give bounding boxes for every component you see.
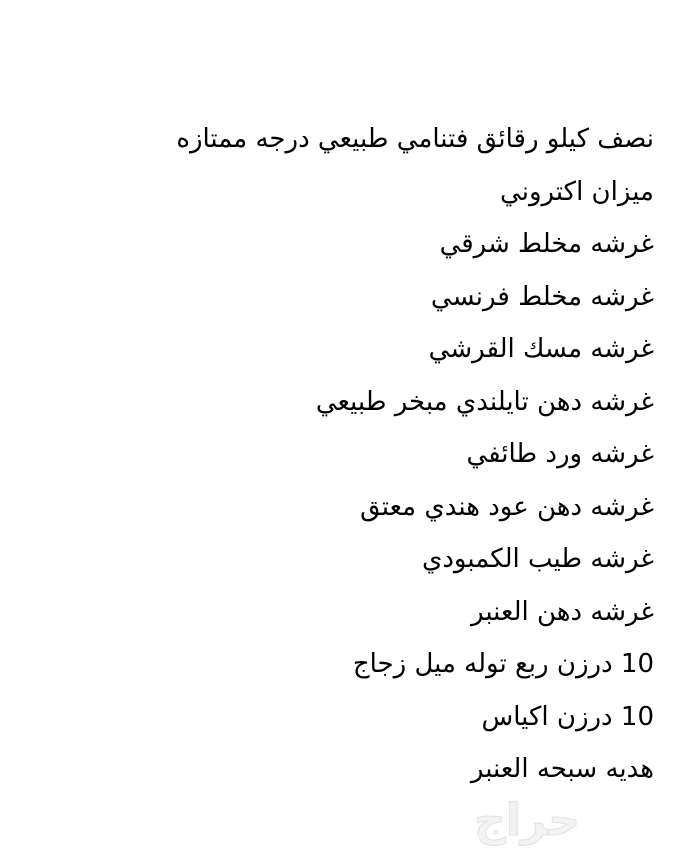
list-item: 10 درزن اكياس (481, 701, 654, 732)
list-item: ميزان اكتروني (500, 176, 654, 207)
list-item: غرشه مخلط فرنسي (430, 281, 654, 312)
list-item: غرشه دهن عود هندي معتق (360, 491, 654, 522)
list-item: غرشه دهن تايلندي مبخر طبيعي (315, 386, 654, 417)
haraj-watermark: حراج (474, 795, 580, 846)
list-item: غرشه مخلط شرقي (439, 229, 654, 259)
product-list (34, 113, 654, 796)
list-item: غرشه طيب الكمبودي (421, 544, 654, 574)
list-item: هديه سبحه العنبر (470, 754, 654, 784)
list-item: 10 درزن ربع توله ميل زجاج (352, 649, 654, 679)
list-item: نصف كيلو رقائق فتنامي طبيعي درجه ممتازه (176, 124, 654, 154)
list-item: غرشه مسك القرشي (428, 334, 654, 364)
list-item: غرشه ورد طائفي (466, 439, 654, 469)
list-item: غرشه دهن العنبر (470, 596, 654, 627)
